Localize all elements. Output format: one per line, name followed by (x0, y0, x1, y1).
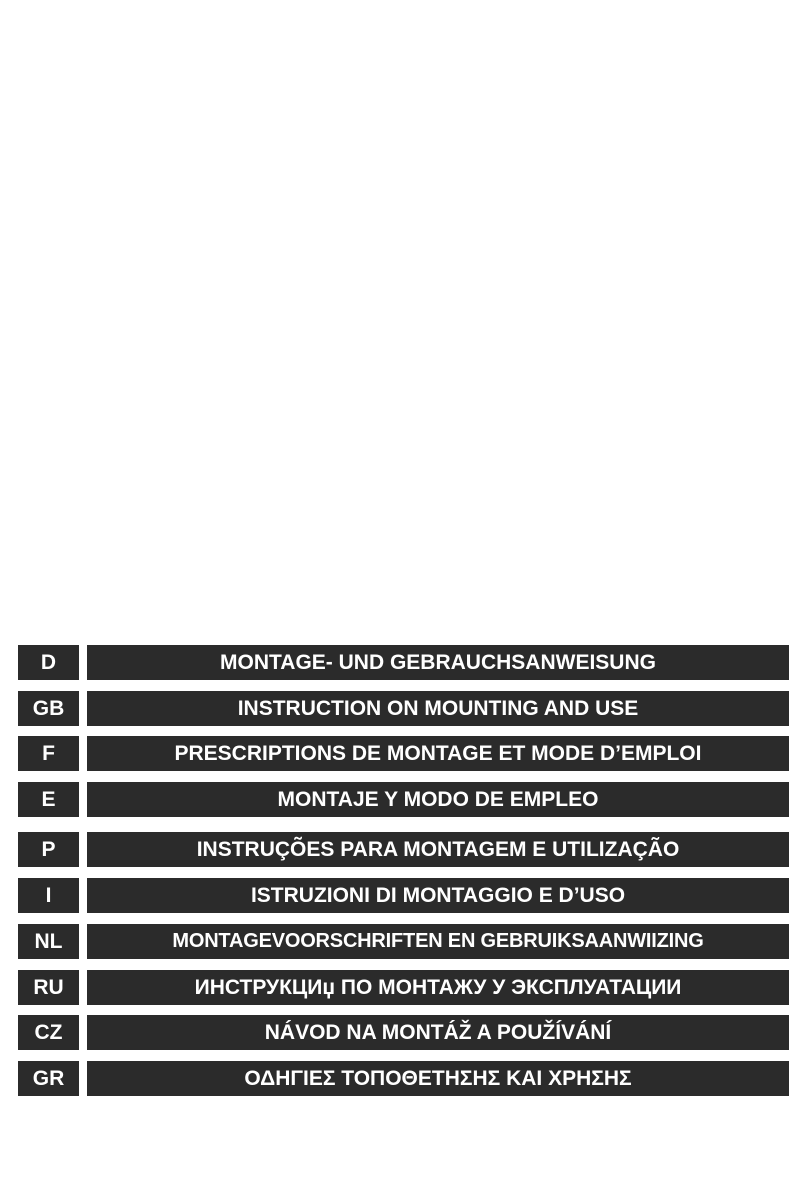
language-row-e (18, 782, 789, 817)
language-title: PRESCRIPTIONS DE MONTAGE ET MODE D’EMPLOI (87, 736, 789, 771)
language-code: I (18, 878, 79, 913)
language-row-p (18, 832, 789, 867)
language-title: MONTAJE Y MODO DE EMPLEO (87, 782, 789, 817)
language-list (18, 645, 789, 1090)
language-title: ИНСТРУКЦИџ ПО МОНТАЖУ У ЭКСПЛУАТАЦИИ (87, 970, 789, 1005)
language-row-gr (18, 1061, 789, 1096)
language-row-ru (18, 970, 789, 1005)
language-code: F (18, 736, 79, 771)
language-row-d (18, 645, 789, 680)
language-row-cz (18, 1015, 789, 1050)
language-title: NÁVOD NA MONTÁŽ A POUŽÍVÁNÍ (87, 1015, 789, 1050)
language-code: RU (18, 970, 79, 1005)
language-code: GR (18, 1061, 79, 1096)
language-code: P (18, 832, 79, 867)
language-code: NL (18, 924, 79, 959)
language-row-f (18, 736, 789, 771)
language-code: CZ (18, 1015, 79, 1050)
language-title: ISTRUZIONI DI MONTAGGIO E D’USO (87, 878, 789, 913)
language-code: D (18, 645, 79, 680)
language-title: MONTAGE- UND GEBRAUCHSANWEISUNG (87, 645, 789, 680)
language-code: E (18, 782, 79, 817)
language-title: INSTRUCTION ON MOUNTING AND USE (87, 691, 789, 726)
language-row-i (18, 878, 789, 913)
language-row-nl (18, 924, 789, 959)
language-title: INSTRUÇÕES PARA MONTAGEM E UTILIZAÇÃO (87, 832, 789, 867)
language-title: MONTAGEVOORSCHRIFTEN EN GEBRUIKSAANWIIZING (87, 924, 789, 959)
language-row-gb (18, 691, 789, 726)
language-code: GB (18, 691, 79, 726)
language-title: ΟΔΗΓΙΕΣ ΤΟΠΟΘΕΤΗΣΗΣ ΚΑΙ ΧΡΗΣΗΣ (87, 1061, 789, 1096)
